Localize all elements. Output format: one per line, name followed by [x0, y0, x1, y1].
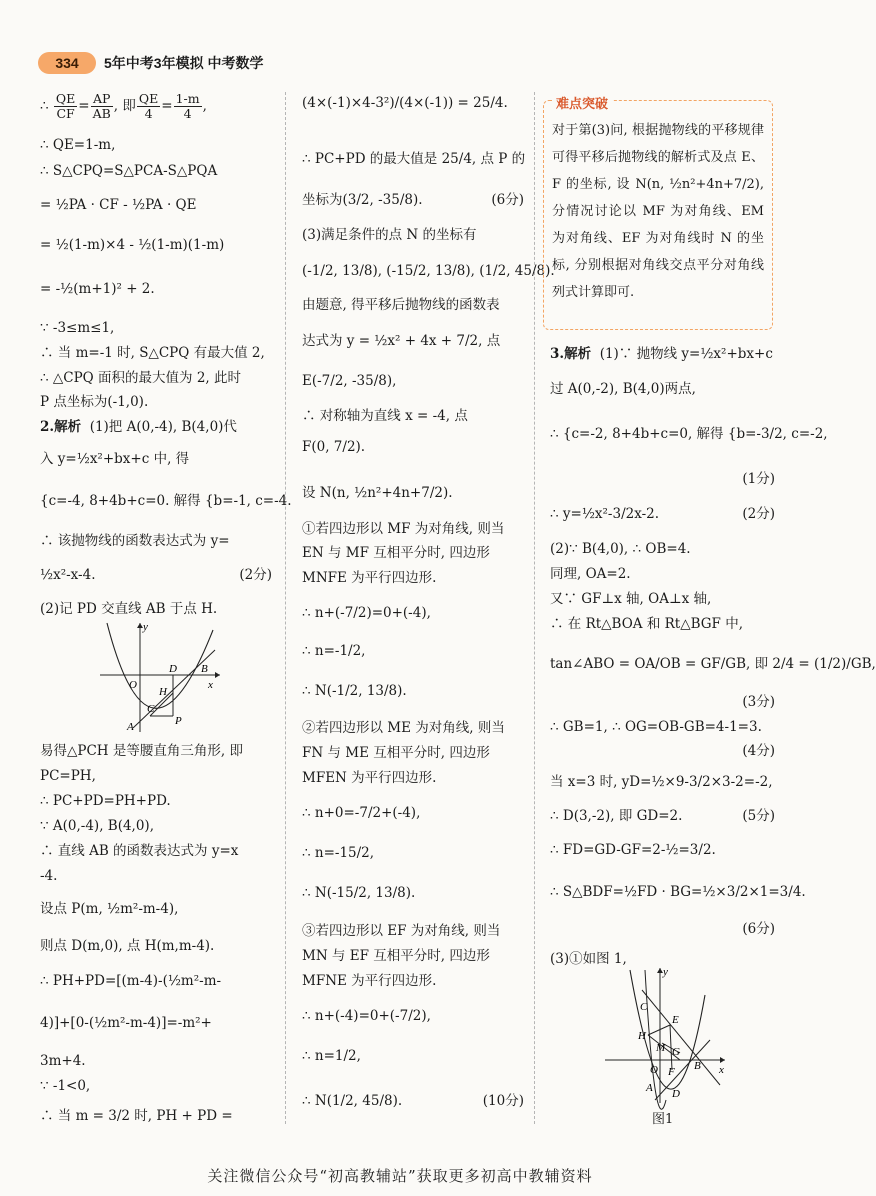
x-axis-label: x	[719, 1064, 724, 1076]
text-line: tan∠ABO = OA/OB = GF/GB, 即 2/4 = (1/2)/GB,	[550, 656, 876, 672]
point-label: B	[694, 1060, 701, 1072]
text-line: 入 y=½x²+bx+c 中, 得	[40, 451, 190, 467]
text-line: ∴ 在 Rt△BOA 和 Rt△BGF 中,	[550, 616, 744, 632]
text-line: ∴ n=-1/2,	[302, 643, 366, 659]
point-label: O	[650, 1064, 658, 1076]
score-label: (3分)	[742, 694, 775, 710]
figure-caption: 图1	[652, 1112, 674, 1127]
text-line: ∴ {c=-2, 8+4b+c=0, 解得 {b=-3/2, c=-2,	[550, 426, 828, 442]
text-line: ∴ 直线 AB 的函数表达式为 y=x	[40, 843, 239, 859]
text-line: ∴ n+(-7/2)=0+(-4),	[302, 605, 431, 621]
text-line: ∴ y=½x²-3/2x-2.	[550, 506, 660, 522]
score-label: (5分)	[742, 808, 775, 824]
text-line: ∵ -1<0,	[40, 1078, 91, 1094]
text-line: ∴ N(-15/2, 13/8).	[302, 885, 416, 901]
text-line: ③若四边形以 EF 为对角线, 则当	[302, 923, 501, 939]
text-line: ∴ 对称轴为直线 x = -4, 点	[302, 408, 468, 424]
text-line: EN 与 MF 互相平分时, 四边形	[302, 545, 490, 561]
question-label: 2.解析	[40, 419, 82, 435]
text-line: ∴ PH+PD=[(m-4)-(½m²-m-	[40, 973, 222, 989]
question-3-header: 3.解析 (1)∵ 抛物线 y=½x²+bx+c	[550, 346, 773, 362]
text-line: 又∵ GF⊥x 轴, OA⊥x 轴,	[550, 591, 712, 607]
text-line: 当 x=3 时, yD=½×9-3/2×3-2=-2,	[550, 774, 773, 790]
text-line: 达式为 y = ½x² + 4x + 7/2, 点	[302, 333, 501, 349]
point-label: M	[656, 1042, 666, 1054]
text-line: FN 与 ME 互相平分时, 四边形	[302, 745, 490, 761]
text-line: PC=PH,	[40, 768, 96, 784]
text-line: = ½(1-m)×4 - ½(1-m)(1-m)	[40, 237, 225, 253]
text-line: ∴ S△BDF=½FD · BG=½×3/2×1=3/4.	[550, 884, 806, 900]
point-label: B	[201, 663, 208, 675]
text-line: 设 N(n, ½n²+4n+7/2).	[302, 485, 453, 501]
text-line: MN 与 EF 互相平分时, 四边形	[302, 948, 490, 964]
y-axis-label: y	[663, 966, 668, 978]
text-line: ∴ D(3,-2), 即 GD=2.	[550, 808, 683, 824]
score-label: (6分)	[491, 192, 524, 208]
text-line: ∴ n=-15/2,	[302, 845, 375, 861]
fraction: $\frac{1-m}{4}$	[175, 91, 200, 121]
figure-svg	[95, 620, 225, 735]
text-line: (2)记 PD 交直线 AB 于点 H.	[40, 601, 218, 617]
score-label: (6分)	[742, 921, 775, 937]
text-line: ∵ -3≤m≤1,	[40, 320, 115, 336]
column-divider-1	[285, 92, 286, 1124]
point-label: H	[638, 1030, 646, 1042]
text-line: ∴ PC+PD=PH+PD.	[40, 793, 171, 809]
text-line: 同理, OA=2.	[550, 566, 631, 582]
text-line: ∴ GB=1, ∴ OG=OB-GB=4-1=3.	[550, 719, 762, 735]
text-line: ②若四边形以 ME 为对角线, 则当	[302, 720, 505, 736]
point-label: D	[672, 1088, 680, 1100]
fraction: $\frac{QE}{4}$	[138, 91, 159, 121]
text-line: (-1/2, 13/8), (-15/2, 13/8), (1/2, 45/8).	[302, 263, 555, 279]
column-divider-2	[534, 92, 535, 1124]
text-line: ½x²-x-4.	[40, 567, 96, 583]
score-label: (10分)	[482, 1093, 524, 1109]
y-axis-label: y	[143, 621, 148, 633]
text-line: MFEN 为平行四边形.	[302, 770, 437, 786]
point-label: G	[672, 1046, 680, 1058]
point-label: A	[127, 721, 134, 733]
text-line: MNFE 为平行四边形.	[302, 570, 437, 586]
text-line: 坐标为(3/2, -35/8).	[302, 192, 423, 208]
text-line: ∴ 该抛物线的函数表达式为 y=	[40, 533, 230, 549]
text-line: 则点 D(m,0), 点 H(m,m-4).	[40, 938, 215, 954]
x-axis-label: x	[208, 679, 213, 691]
text-line: 设点 P(m, ½m²-m-4),	[40, 901, 179, 917]
text-line: (3)满足条件的点 N 的坐标有	[302, 227, 477, 243]
footer-watermark: 关注微信公众号“初高教辅站”获取更多初高中教辅资料	[207, 1167, 593, 1185]
text-line: ∴ 当 m=-1 时, S△CPQ 有最大值 2,	[40, 345, 265, 361]
text-line: 过 A(0,-2), B(4,0)两点,	[550, 381, 696, 397]
figure-svg	[600, 965, 730, 1105]
equation-line: ∴ $\frac{QE}{CF}$ = $\frac{AP}{AB}$ , 即 $\frac{QE}{4}$ = $\frac{1-m}{4}$ ,	[40, 91, 207, 121]
score-label: (4分)	[742, 743, 775, 759]
tip-text: 对于第(3)问, 根据抛物线的平移规律可得平移后抛物线的解析式及点 E、F 的坐标, 设 N(n, ½n²+4n+7/2), 分情况讨论以 MF 为对角线、EM 为对角线、EF 为对角线时 N 的坐标, 分别根据对角线交点平分对角线列式计算即可.	[552, 123, 764, 300]
text-line: ∴ n+(-4)=0+(-7/2),	[302, 1008, 431, 1024]
text-line: = -½(m+1)² + 2.	[40, 281, 155, 297]
text-line: 易得△PCH 是等腰直角三角形, 即	[40, 743, 243, 759]
fraction: $\frac{AP}{AB}$	[92, 91, 111, 121]
text-line: ∴ n+0=-7/2+(-4),	[302, 805, 421, 821]
text-line: ∴ S△CPQ=S△PCA-S△PQA	[40, 163, 218, 179]
point-label: O	[129, 679, 137, 691]
text-line: ∴ 当 m = 3/2 时, PH + PD =	[40, 1108, 233, 1124]
point-label: A	[646, 1082, 653, 1094]
point-label: D	[169, 663, 177, 675]
text-line: (4×(-1)×4-3²)/(4×(-1)) = 25/4.	[302, 95, 508, 111]
text-line: ∵ A(0,-4), B(4,0),	[40, 818, 154, 834]
text-line: ∴ FD=GD-GF=2-½=3/2.	[550, 842, 716, 858]
parabola-figure-1	[600, 965, 730, 1105]
text-line: -4.	[40, 868, 58, 884]
tip-title: 难点突破	[552, 93, 612, 112]
point-label: H	[159, 686, 167, 698]
question-label: 3.解析	[550, 346, 592, 362]
text-line: F(0, 7/2).	[302, 439, 366, 455]
text-line: ∴ PC+PD 的最大值是 25/4, 点 P 的	[302, 151, 526, 167]
point-label: E	[672, 1014, 679, 1026]
text-line: ①若四边形以 MF 为对角线, 则当	[302, 521, 505, 537]
score-label: (2分)	[742, 506, 775, 522]
book-title: 5年中考3年模拟 中考数学	[104, 55, 264, 71]
text-line: ∴ N(1/2, 45/8).	[302, 1093, 403, 1109]
text-line: ∴ n=1/2,	[302, 1048, 361, 1064]
parabola-figure-q2	[95, 620, 225, 735]
text-line: MFNE 为平行四边形.	[302, 973, 437, 989]
text-line: {c=-4, 8+4b+c=0. 解得 {b=-1, c=-4.	[40, 493, 292, 509]
point-label: C	[640, 1001, 648, 1013]
fraction: $\frac{QE}{CF}$	[55, 91, 76, 121]
text-line: P 点坐标为(-1,0).	[40, 394, 149, 410]
score-label: (1分)	[742, 471, 775, 487]
text-line: 由题意, 得平移后抛物线的函数表	[302, 297, 500, 313]
point-label: P	[175, 715, 182, 727]
text-line: E(-7/2, -35/8),	[302, 373, 397, 389]
text-line: 4)]+[0-(½m²-m-4)]=-m²+	[40, 1015, 212, 1031]
text-line: (3)①如图 1,	[550, 951, 627, 967]
text-line: (2)∵ B(4,0), ∴ OB=4.	[550, 541, 691, 557]
text-line: = ½PA · CF - ½PA · QE	[40, 197, 197, 213]
text-line: ∴ △CPQ 面积的最大值为 2, 此时	[40, 370, 241, 386]
point-label: C	[147, 703, 155, 715]
page-header	[0, 0, 800, 90]
text-line: ∴ N(-1/2, 13/8).	[302, 683, 407, 699]
question-2-header: 2.解析 (1)把 A(0,-4), B(4,0)代	[40, 419, 237, 435]
page-number-badge: 334	[38, 52, 96, 74]
text-line: ∴ QE=1-m,	[40, 137, 116, 153]
score-label: (2分)	[239, 567, 272, 583]
point-label: F	[668, 1066, 675, 1078]
text-line: 3m+4.	[40, 1053, 86, 1069]
